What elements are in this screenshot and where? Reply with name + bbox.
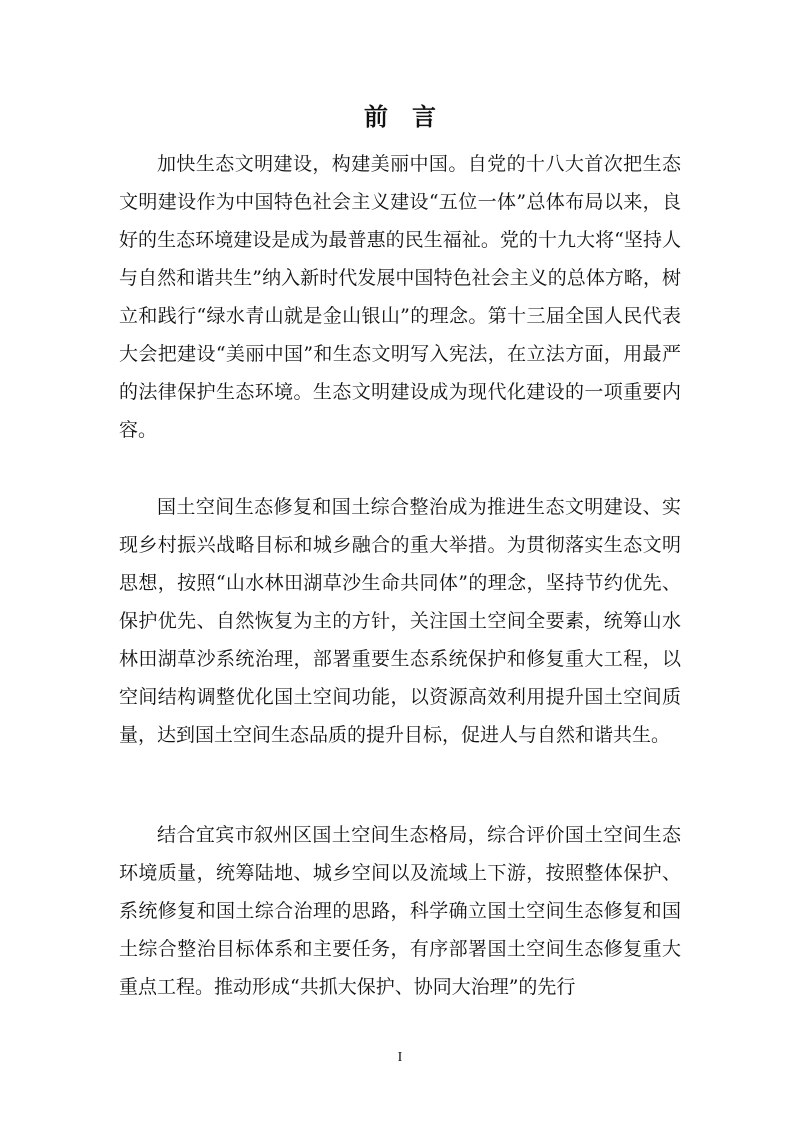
paragraph-3: 结合宜宾市叙州区国土空间生态格局，综合评价国土空间生态环境质量，统筹陆地、城乡空间以及流域上下游，按照整体保护、系统修复和国土综合治理的思路，科学确立国土空间生态修复和国土综合整治目标体系和主要任务，有序部署国土空间生态修复重大重点工程。推动形成“共抓大保护、协同大治理”的先行: [119, 824, 681, 998]
paragraph-2: 国土空间生态修复和国土综合整治成为推进生态文明建设、实现乡村振兴战略目标和城乡融合的重大举措。为贯彻落实生态文明思想，按照“山水林田湖草沙生命共同体”的理念，坚持节约优先、保护优先、自然恢复为主的方针，关注国土空间全要素，统筹山水林田湖草沙系统治理，部署重要生态系统保护和修复重大工程，以空间结构调整优化国土空间功能，以资源高效利用提升国土空间质量，达到国土空间生态品质的提升目标，促进人与自然和谐共生。: [119, 496, 681, 746]
page-title: 前 言: [364, 103, 436, 131]
paragraph-1: 加快生态文明建设，构建美丽中国。自党的十八大首次把生态文明建设作为中国特色社会主义建设“五位一体”总体布局以来，良好的生态环境建设是成为最普惠的民生福祉。党的十九大将“坚持人与自然和谐共生”纳入新时代发展中国特色社会主义的总体方略，树立和践行“绿水青山就是金山银山”的理念。第十三届全国人民代表大会把建设“美丽中国”和生态文明写入宪法，在立法方面，用最严的法律保护生态环境。生态文明建设成为现代化建设的一项重要内容。: [119, 153, 681, 441]
page-number: I: [397, 1050, 403, 1065]
